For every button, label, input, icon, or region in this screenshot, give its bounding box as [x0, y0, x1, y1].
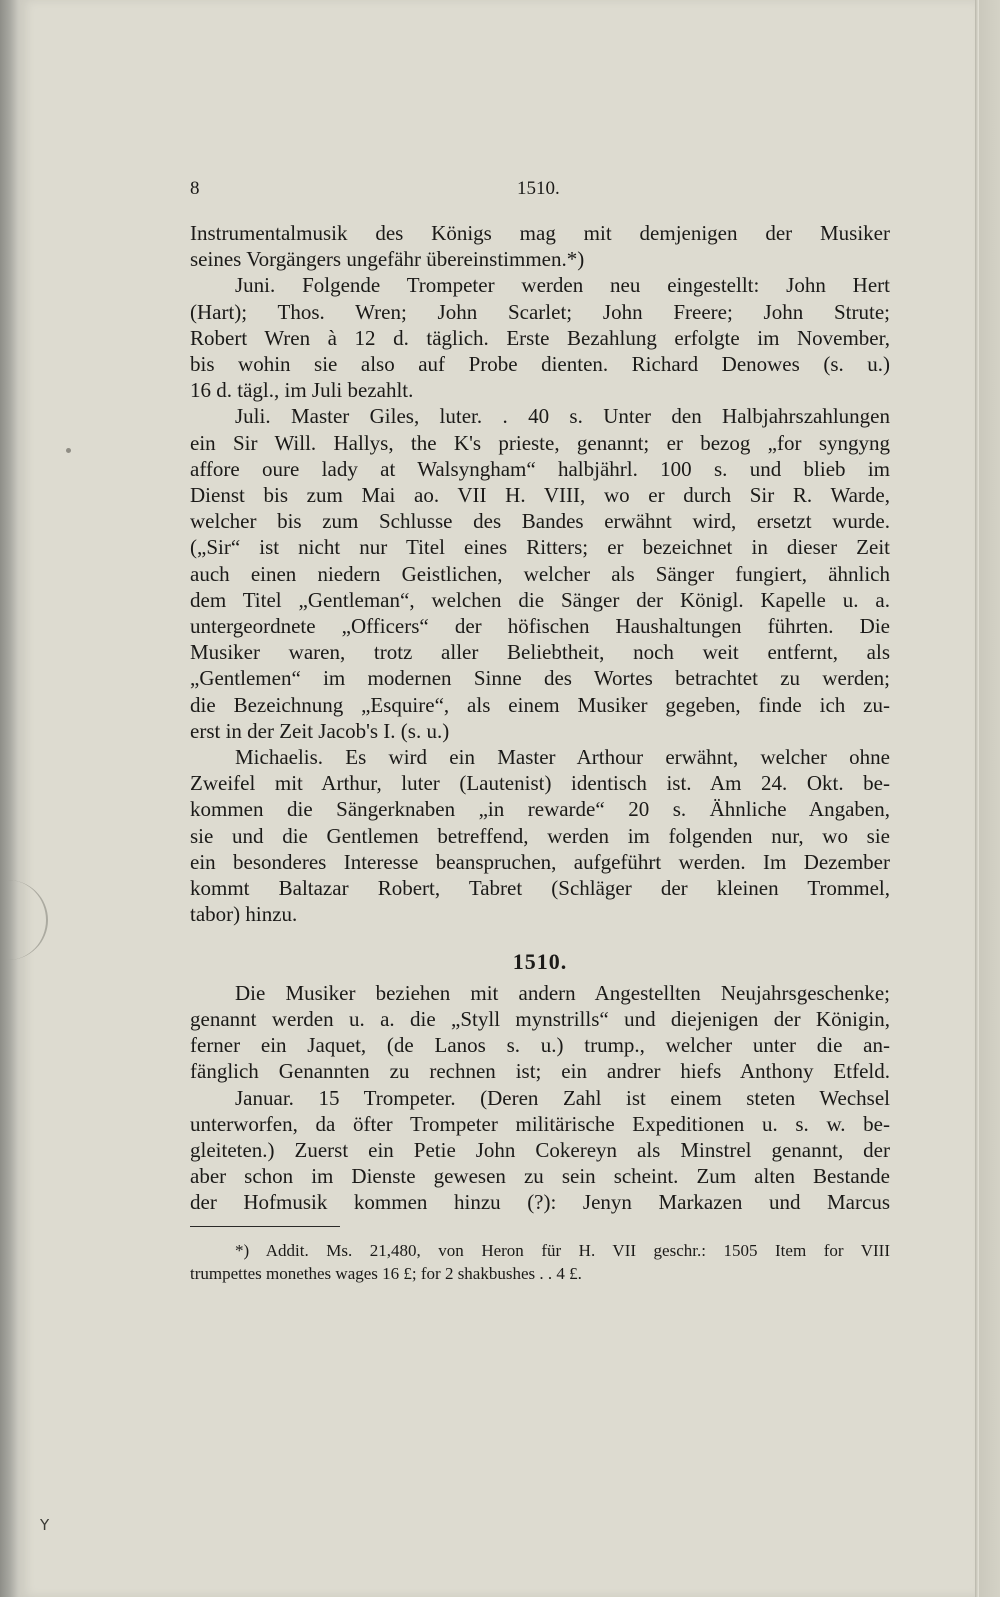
text-line: gleiteten.) Zuerst ein Petie John Cokereyn als Minstrel genannt, der — [190, 1137, 890, 1162]
text-line: sie und die Gentlemen betreffend, werden im folgenden nur, wo sie — [190, 823, 890, 848]
text-line: Dienst bis zum Mai ao. VII H. VIII, wo er durch Sir R. Warde, — [190, 483, 890, 508]
text-line: kommen die Sängerknaben „in rewarde“ 20 s. Ähnliche Angaben, — [190, 797, 890, 822]
text-line: seines Vorgängers ungefähr übereinstimmen.*) — [190, 247, 585, 272]
page-number: 8 — [190, 178, 200, 199]
section-heading: 1510. — [512, 949, 568, 975]
text-line: kommt Baltazar Robert, Tabret (Schläger der kleinen Trommel, — [190, 876, 890, 901]
text-line: unterworfen, da öfter Trompeter militärische Expeditionen u. s. w. be- — [190, 1111, 890, 1136]
text-line: („Sir“ ist nicht nur Titel eines Ritters; er bezeichnet in dieser Zeit — [190, 535, 890, 560]
text-line: genannt werden u. a. die „Styll mynstrills“ und diejenigen der Königin, — [190, 1006, 890, 1031]
text-line: ein besonderes Interesse beanspruchen, aufgeführt werden. Im Dezember — [190, 849, 890, 874]
text-line: ein Sir Will. Hallys, the K's prieste, genannt; er bezog „for syngyng — [190, 430, 890, 455]
page-edge — [975, 0, 979, 1597]
text-line: (Hart); Thos. Wren; John Scarlet; John Freere; John Strute; — [190, 299, 890, 324]
text-line: Robert Wren à 12 d. täglich. Erste Bezahlung erfolgte im November, — [190, 325, 890, 350]
text-line: auch einen niedern Geistlichen, welcher als Sänger fungiert, ähnlich — [190, 561, 890, 586]
text-line: Die Musiker beziehen mit andern Angestellten Neujahrsgeschenke; — [235, 980, 890, 1005]
text-line: fänglich Genannten zu rechnen ist; ein andrer hiefs Anthony Etfeld. — [190, 1059, 890, 1084]
text-line: Juli. Master Giles, luter. . 40 s. Unter den Halbjahrszahlungen — [235, 404, 890, 429]
text-line: Michaelis. Es wird ein Master Arthour erwähnt, welcher ohne — [235, 745, 890, 770]
paragraph-2 — [190, 980, 890, 1216]
text-line: untergeordnete „Officers“ der höfischen Haushaltungen führten. Die — [190, 614, 890, 639]
paragraph-1 — [190, 220, 890, 927]
footnote — [190, 1239, 890, 1285]
text-line: Musiker waren, trotz aller Beliebtheit, noch weit entfernt, als — [190, 640, 890, 665]
section-gap — [190, 927, 890, 949]
text-line: Januar. 15 Trompeter. (Deren Zahl ist einem steten Wechsel — [235, 1085, 890, 1110]
text-line: der Hofmusik kommen hinzu (?): Jenyn Markazen und Marcus — [190, 1190, 890, 1215]
text-line: bis wohin sie also auf Probe dienten. Richard Denowes (s. u.) — [190, 352, 890, 377]
page-header — [190, 176, 890, 206]
text-line: welcher bis zum Schlusse des Bandes erwähnt wird, ersetzt wurde. — [190, 509, 890, 534]
text-line: 16 d. tägl., im Juli bezahlt. — [190, 378, 414, 403]
text-line: Instrumentalmusik des Königs mag mit demjenigen der Musiker — [190, 221, 890, 245]
running-head: 1510. — [517, 178, 560, 199]
footnote-rule — [190, 1226, 340, 1227]
footnote-line: *) Addit. Ms. 21,480, von Heron für H. VII geschr.: 1505 Item for VIII — [235, 1240, 890, 1260]
text-line: erst in der Zeit Jacob's I. (s. u.) — [190, 718, 450, 743]
margin-mark: Y — [40, 1516, 50, 1534]
text-line: „Gentlemen“ im modernen Sinne des Wortes betrachtet zu werden; — [190, 666, 890, 691]
text-line: tabor) hinzu. — [190, 902, 298, 927]
margin-dot — [66, 448, 71, 453]
text-line: Zweifel mit Arthur, luter (Lautenist) identisch ist. Am 24. Okt. be- — [190, 771, 890, 796]
text-line: Juni. Folgende Trompeter werden neu eingestellt: John Hert — [235, 273, 890, 298]
text-line: die Bezeichnung „Esquire“, als einem Musiker gegeben, finde ich zu- — [190, 692, 890, 717]
text-line: dem Titel „Gentleman“, welchen die Sänger der Königl. Kapelle u. a. — [190, 587, 890, 612]
text-line: affore oure lady at Walsyngham“ halbjährl. 100 s. und blieb im — [190, 456, 890, 481]
footnote-line: trumpettes monethes wages 16 £; for 2 shakbushes . . 4 £. — [190, 1263, 582, 1283]
page-text — [190, 176, 890, 1285]
text-line: aber schon im Dienste gewesen zu sein scheint. Zum alten Bestande — [190, 1164, 890, 1189]
text-line: ferner ein Jaquet, (de Lanos s. u.) trump., welcher unter die an- — [190, 1033, 890, 1058]
